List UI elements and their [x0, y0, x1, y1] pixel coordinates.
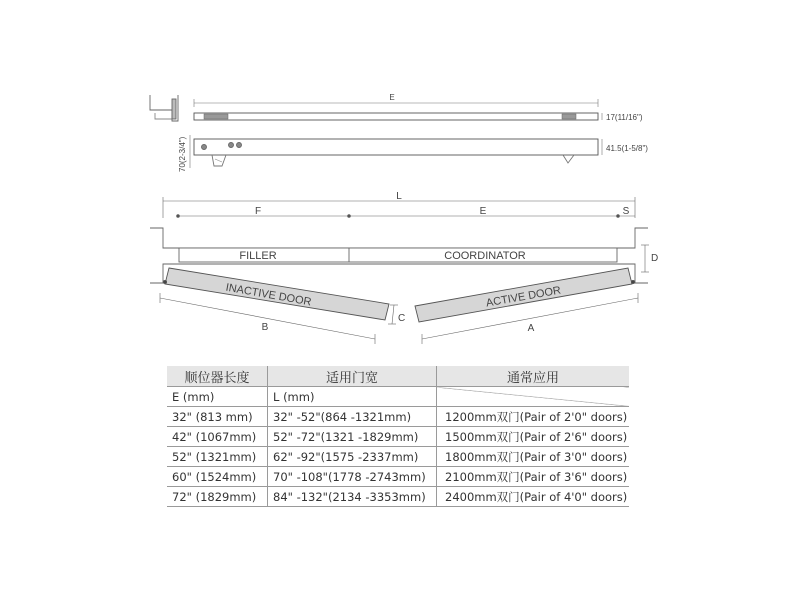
dim-b-label: B — [261, 322, 269, 333]
spec-table — [167, 366, 629, 507]
unit-e: E (mm) — [167, 387, 268, 407]
coordinator-bar-top — [194, 99, 602, 120]
header-length: 顺位器长度 — [167, 366, 268, 387]
unit-application — [437, 387, 630, 407]
cell-door-width: 62" -92"(1575 -2337mm) — [268, 447, 437, 467]
cell-application: 2100mm双门(Pair of 3'6" doors) — [437, 467, 630, 487]
cell-application: 1800mm双门(Pair of 3'0" doors) — [437, 447, 630, 467]
dim-height-left-label: 70(2-3/4") — [178, 136, 187, 172]
dim-l-label: L — [396, 191, 402, 202]
table-header-row — [167, 366, 629, 387]
cell-door-width: 84" -132"(2134 -3353mm) — [268, 487, 437, 507]
cell-length: 60" (1524mm) — [167, 467, 268, 487]
inactive-door-label: INACTIVE DOOR — [224, 281, 313, 309]
cell-length: 52" (1321mm) — [167, 447, 268, 467]
dim-s-label: S — [622, 206, 630, 217]
header-application: 通常应用 — [437, 366, 630, 387]
table-row — [167, 467, 629, 487]
cell-length: 32" (813 mm) — [167, 407, 268, 427]
active-door-label: ACTIVE DOOR — [485, 284, 562, 310]
dim-thickness-label: 17(11/16") — [606, 113, 643, 122]
coordinator-label: COORDINATOR — [444, 250, 526, 262]
dim-f-label: F — [254, 206, 262, 217]
dim-e-label: E — [479, 206, 487, 217]
dim-height-right-label: 41.5(1-5/8") — [606, 144, 648, 153]
dim-c-label: C — [398, 313, 406, 324]
cell-door-width: 32" -52"(864 -1321mm) — [268, 407, 437, 427]
table-row — [167, 427, 629, 447]
cell-length: 72" (1829mm) — [167, 487, 268, 507]
cell-length: 42" (1067mm) — [167, 427, 268, 447]
table-row — [167, 487, 629, 507]
cell-door-width: 70" -108"(1778 -2743mm) — [268, 467, 437, 487]
table-row — [167, 447, 629, 467]
cell-door-width: 52" -72"(1321 -1829mm) — [268, 427, 437, 447]
unit-l: L (mm) — [268, 387, 437, 407]
table-row — [167, 407, 629, 427]
cell-application: 1500mm双门(Pair of 2'6" doors) — [437, 427, 630, 447]
table-units-row — [167, 387, 629, 407]
cell-application: 1200mm双门(Pair of 2'0" doors) — [437, 407, 630, 427]
dim-e-top-label: E — [389, 93, 395, 102]
dim-d-label: D — [651, 253, 659, 264]
end-bracket-icon — [150, 95, 178, 121]
header-door-width: 适用门宽 — [268, 366, 437, 387]
filler-label: FILLER — [239, 250, 277, 262]
coordinator-bar-front — [190, 135, 602, 168]
dim-a-label: A — [527, 323, 535, 334]
cell-application: 2400mm双门(Pair of 4'0" doors) — [437, 487, 630, 507]
